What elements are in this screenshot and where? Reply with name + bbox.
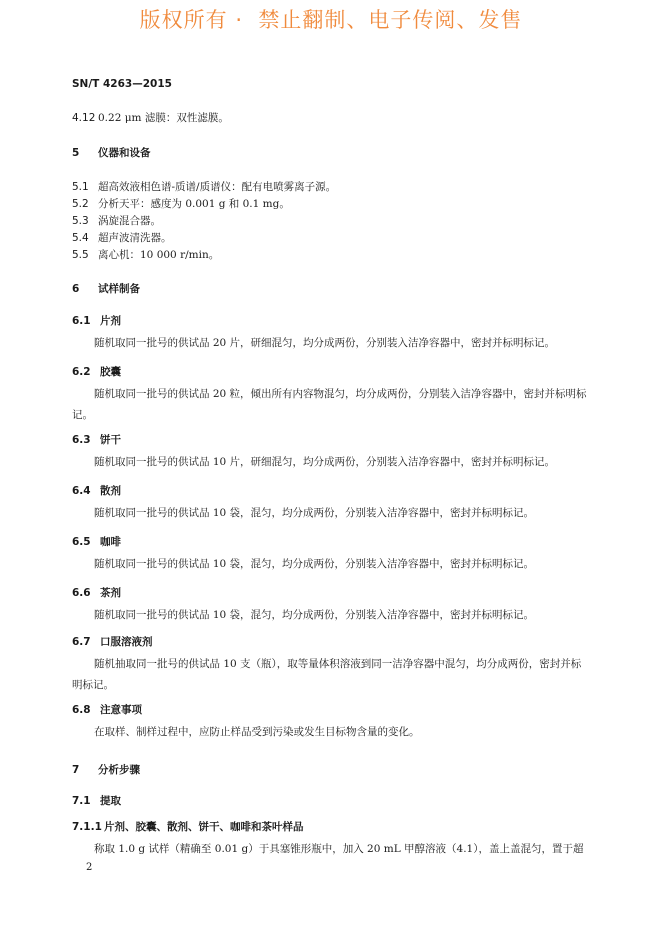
subsection-6-1-heading (72, 313, 121, 328)
item-4-12 (72, 110, 229, 125)
subsection-number: 7.1.1 (72, 821, 102, 833)
subsection-6-6-heading (72, 585, 121, 600)
item-5-4 (72, 230, 172, 245)
subsection-6-4-paragraph: 随机取同一批号的供试品 10 袋，混匀，均分成两份，分别装入洁净容器中，密封并标明标记。 (94, 507, 535, 519)
subsection-6-2-heading (72, 364, 121, 379)
section-number: 6 (72, 283, 80, 295)
section-number: 5 (72, 147, 80, 159)
standard-code: SN/T 4263—2015 (72, 78, 172, 90)
subsection-number: 6.3 (72, 434, 91, 446)
section-title: 试样制备 (98, 283, 140, 295)
item-number: 5.3 (72, 215, 89, 227)
subsection-6-7-heading (72, 634, 153, 649)
item-number: 4.12 (72, 112, 96, 124)
subsection-6-1-paragraph: 随机取同一批号的供试品 20 片，研细混匀，均分成两份，分别装入洁净容器中，密封并标明标记。 (94, 337, 556, 349)
subsection-title: 咖啡 (100, 536, 121, 548)
subsection-6-5-heading (72, 534, 121, 549)
section-6-heading (72, 281, 140, 296)
item-5-1 (72, 179, 336, 194)
item-text: 涡旋混合器。 (98, 215, 161, 227)
page-number: 2 (86, 862, 93, 873)
item-number: 5.5 (72, 249, 89, 261)
section-title: 分析步骤 (98, 764, 140, 776)
item-number: 5.1 (72, 181, 89, 193)
subsection-6-2-paragraph: 随机取同一批号的供试品 20 粒，倾出所有内容物混匀，均分成两份，分别装入洁净容器中，密封并标明标记。 (72, 388, 587, 421)
item-number: 5.4 (72, 232, 89, 244)
section-5-heading (72, 145, 151, 160)
item-text: 超高效液相色谱-质谱/质谱仪：配有电喷雾离子源。 (98, 181, 337, 193)
item-5-3 (72, 213, 161, 228)
subsection-title: 注意事项 (100, 704, 142, 716)
subsection-title: 提取 (100, 795, 121, 807)
subsection-title: 胶囊 (100, 366, 121, 378)
subsection-number: 6.1 (72, 315, 91, 327)
subsection-number: 6.5 (72, 536, 91, 548)
subsection-6-7-paragraph: 随机抽取同一批号的供试品 10 支（瓶），取等量体积溶液到同一洁净容器中混匀，均分成两份，密封并标明标记。 (72, 658, 582, 691)
subsection-6-3-paragraph: 随机取同一批号的供试品 10 片，研细混匀，均分成两份，分别装入洁净容器中，密封并标明标记。 (94, 456, 556, 468)
subsection-title: 饼干 (100, 434, 121, 446)
subsection-title: 片剂、胶囊、散剂、饼干、咖啡和茶叶样品 (104, 821, 304, 833)
section-7-heading (72, 762, 140, 777)
subsection-6-8-paragraph: 在取样、制样过程中，应防止样品受到污染或发生目标物含量的变化。 (94, 726, 420, 738)
subsection-7-1-1-heading (72, 819, 304, 834)
subsection-6-6-paragraph: 随机取同一批号的供试品 10 袋，混匀，均分成两份，分别装入洁净容器中，密封并标明标记。 (94, 609, 535, 621)
item-text: 0.22 μm 滤膜：双性滤膜。 (98, 112, 229, 124)
copyright-banner: 版权所有 · 禁止翻制、电子传阅、发售 (139, 8, 523, 32)
subsection-number: 6.4 (72, 485, 91, 497)
item-text: 分析天平：感度为 0.001 g 和 0.1 mg。 (98, 198, 290, 210)
subsection-title: 散剂 (100, 485, 121, 497)
subsection-number: 6.2 (72, 366, 91, 378)
subsection-6-5-paragraph: 随机取同一批号的供试品 10 袋，混匀，均分成两份，分别装入洁净容器中，密封并标明标记。 (94, 558, 535, 570)
subsection-number: 6.6 (72, 587, 91, 599)
subsection-title: 口服溶液剂 (100, 636, 153, 648)
subsection-7-1-heading (72, 793, 121, 808)
section-title: 仪器和设备 (98, 147, 151, 159)
item-text: 超声波清洗器。 (98, 232, 172, 244)
subsection-title: 茶剂 (100, 587, 121, 599)
item-5-5 (72, 247, 219, 262)
item-5-2 (72, 196, 290, 211)
subsection-number: 7.1 (72, 795, 91, 807)
section-number: 7 (72, 764, 80, 776)
item-text: 离心机：10 000 r/min。 (98, 249, 220, 261)
subsection-title: 片剂 (100, 315, 121, 327)
item-number: 5.2 (72, 198, 89, 210)
subsection-number: 6.8 (72, 704, 91, 716)
subsection-7-1-1-paragraph: 称取 1.0 g 试样（精确至 0.01 g）于具塞锥形瓶中，加入 20 mL 甲醇溶液（4.1），盖上盖混匀，置于超 (94, 843, 584, 855)
subsection-6-8-heading (72, 702, 142, 717)
subsection-number: 6.7 (72, 636, 91, 648)
subsection-6-3-heading (72, 432, 121, 447)
subsection-6-4-heading (72, 483, 121, 498)
